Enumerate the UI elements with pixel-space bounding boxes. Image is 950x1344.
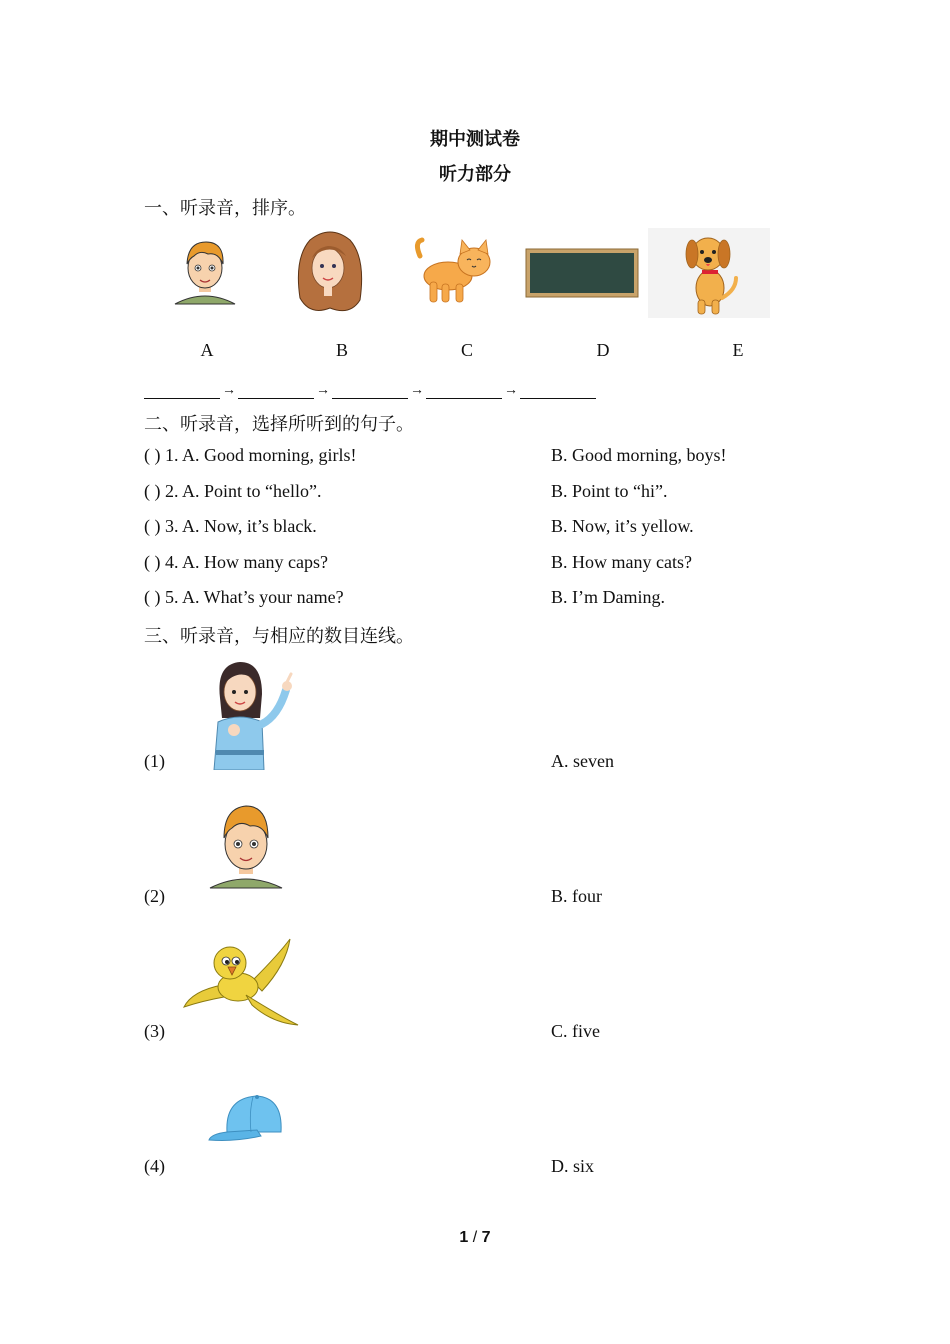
boy-icon bbox=[206, 800, 286, 890]
order-blank[interactable] bbox=[144, 380, 220, 399]
arrow-right-icon: → bbox=[504, 383, 518, 398]
page-separator: / bbox=[472, 1229, 478, 1246]
arrow-right-icon: → bbox=[316, 383, 330, 398]
arrow-right-icon: → bbox=[410, 383, 424, 398]
cap-icon bbox=[205, 1092, 285, 1144]
order-sequence bbox=[144, 378, 596, 399]
page-subtitle: 听力部分 bbox=[439, 164, 511, 185]
order-blank[interactable] bbox=[238, 380, 314, 399]
question-option-b: B. Now, it’s yellow. bbox=[551, 516, 694, 536]
girl-pointing-icon bbox=[200, 658, 295, 770]
item-number: (3) bbox=[144, 1021, 165, 1041]
cat-icon bbox=[412, 236, 496, 308]
number-option: B. four bbox=[551, 886, 602, 906]
woman-icon bbox=[290, 228, 370, 318]
bird-icon bbox=[182, 935, 302, 1027]
current-page: 1 bbox=[459, 1229, 469, 1246]
section2-heading: 二、听录音，选择所听到的句子。 bbox=[144, 414, 414, 435]
section1-heading: 一、听录音，排序。 bbox=[144, 198, 306, 219]
total-pages: 7 bbox=[481, 1229, 491, 1246]
question-option-b: B. I’m Daming. bbox=[551, 587, 665, 607]
order-blank[interactable] bbox=[520, 380, 596, 399]
boy-icon bbox=[170, 236, 240, 306]
picture-letter: B bbox=[335, 340, 348, 360]
page-number bbox=[0, 1229, 950, 1247]
dog-icon bbox=[648, 228, 770, 318]
picture-letter: E bbox=[732, 340, 744, 360]
item-number: (4) bbox=[144, 1156, 165, 1176]
number-option: D. six bbox=[551, 1156, 595, 1176]
question-option-a: ( ) 4. A. How many caps? bbox=[144, 552, 328, 572]
picture-letter: A bbox=[200, 340, 214, 360]
picture-letter: C bbox=[460, 340, 473, 360]
question-option-a: ( ) 5. A. What’s your name? bbox=[144, 587, 344, 607]
item-number: (2) bbox=[144, 886, 165, 906]
question-option-b: B. How many cats? bbox=[551, 552, 692, 572]
page-title: 期中测试卷 bbox=[430, 129, 520, 150]
order-blank[interactable] bbox=[426, 380, 502, 399]
picture-letter: D bbox=[596, 340, 610, 360]
blackboard-icon bbox=[525, 248, 639, 298]
order-blank[interactable] bbox=[332, 380, 408, 399]
question-option-b: B. Good morning, boys! bbox=[551, 445, 727, 465]
question-option-b: B. Point to “hi”. bbox=[551, 481, 668, 501]
section3-heading: 三、听录音，与相应的数目连线。 bbox=[144, 626, 414, 647]
question-option-a: ( ) 1. A. Good morning, girls! bbox=[144, 445, 357, 465]
question-option-a: ( ) 3. A. Now, it’s black. bbox=[144, 516, 317, 536]
arrow-right-icon: → bbox=[222, 383, 236, 398]
question-option-a: ( ) 2. A. Point to “hello”. bbox=[144, 481, 322, 501]
number-option: A. seven bbox=[551, 751, 614, 771]
number-option: C. five bbox=[551, 1021, 600, 1041]
item-number: (1) bbox=[144, 751, 165, 771]
